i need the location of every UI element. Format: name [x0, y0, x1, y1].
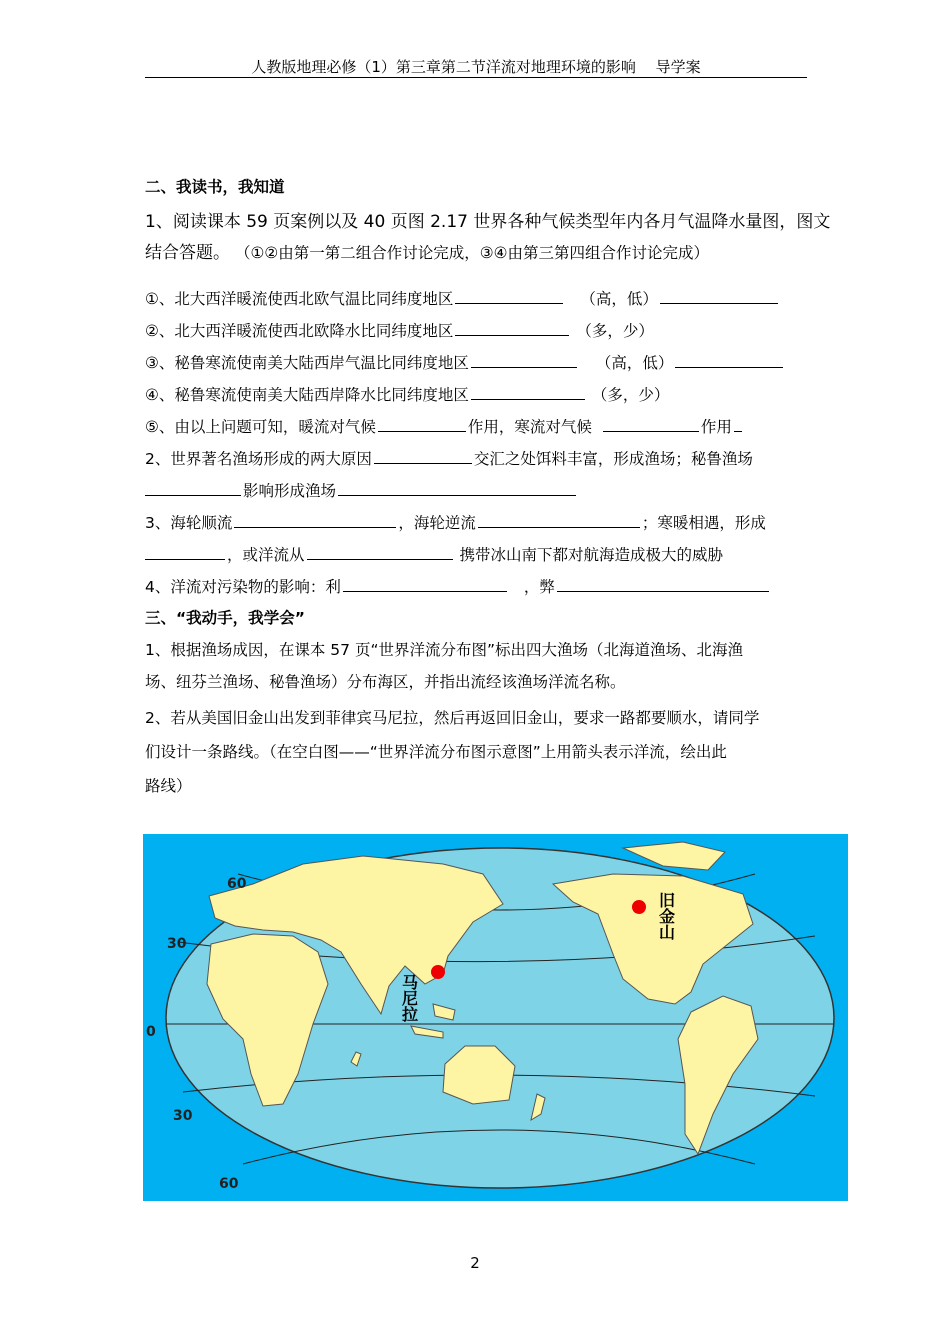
- q3-line1: [145, 511, 766, 533]
- item-3-text: ③、秘鲁寒流使南美大陆西岸气温比同纬度地区: [145, 354, 469, 372]
- section2-heading: 二、我读书，我知道: [145, 178, 285, 196]
- q3-d: ，或洋流从: [227, 546, 305, 564]
- s3-p2-line2: 们设计一条路线。（在空白图——“世界洋流分布图示意图”上用箭头表示洋流，绘出此: [145, 743, 727, 761]
- blank[interactable]: [307, 545, 453, 560]
- q2-a: 2、世界著名渔场形成的两大原因: [145, 450, 372, 468]
- q1-line2: [145, 238, 709, 263]
- san-francisco-marker: [632, 900, 646, 914]
- item-1-hint: （高，低）: [580, 290, 658, 308]
- item-4: [145, 383, 669, 405]
- blank[interactable]: [660, 289, 778, 304]
- item-3: [145, 351, 785, 373]
- page-number: 2: [470, 1254, 480, 1272]
- blank[interactable]: [145, 481, 241, 496]
- item-3-hint: （高，低）: [595, 354, 674, 372]
- q2-c: 影响形成渔场: [243, 482, 337, 500]
- q1-line2-a: 结合答题。: [145, 243, 230, 263]
- lat-label-30n: 30: [167, 936, 187, 952]
- item-2: [145, 319, 654, 341]
- blank[interactable]: [675, 353, 783, 368]
- blank[interactable]: [478, 513, 640, 528]
- q1-line2-b: （①②由第一第二组合作讨论完成，③④由第三第四组合作讨论完成）: [234, 244, 710, 262]
- blank[interactable]: [378, 417, 466, 432]
- q3-e: 携带冰山南下都对航海造成极大的威胁: [459, 546, 723, 564]
- item-1-text: ①、北大西洋暖流使西北欧气温比同纬度地区: [145, 290, 454, 308]
- item-5-a: ⑤、由以上问题可知，暖流对气候: [145, 418, 376, 436]
- item-4-text: ④、秘鲁寒流使南美大陆西岸降水比同纬度地区: [145, 386, 469, 404]
- q4-b: ，弊: [523, 578, 555, 596]
- item-5: [145, 415, 744, 437]
- lat-label-30s: 30: [173, 1108, 193, 1124]
- blank[interactable]: [455, 321, 569, 336]
- lat-label-0: 0: [146, 1024, 156, 1040]
- item-5-c: 作用: [700, 418, 732, 436]
- page-header: 人教版地理必修（1）第三章第二节洋流对地理环境的影响 导学案: [251, 58, 701, 76]
- item-1: [145, 287, 780, 309]
- q4-a: 4、洋流对污染物的影响：利: [145, 578, 341, 596]
- blank[interactable]: [557, 577, 769, 592]
- item-2-hint: （多，少）: [576, 322, 654, 340]
- s3-p1-line2: 场、纽芬兰渔场、秘鲁渔场）分布海区，并指出流经该渔场洋流名称。: [145, 673, 626, 691]
- q3-b: ，海轮逆流: [398, 514, 476, 532]
- blank[interactable]: [338, 481, 576, 496]
- s3-p1-line1: 1、根据渔场成因，在课本 57 页“世界洋流分布图”标出四大渔场（北海道渔场、北海渔: [145, 641, 744, 659]
- blank[interactable]: [145, 545, 225, 560]
- q3-c: ；寒暖相遇，形成: [641, 514, 766, 532]
- blank[interactable]: [343, 577, 507, 592]
- q2-line1: [145, 447, 753, 469]
- world-ocean-current-map: [143, 834, 848, 1201]
- q2-b: 交汇之处饵料丰富，形成渔场；秘鲁渔场: [473, 450, 753, 468]
- s3-p2-line3: 路线）: [145, 777, 192, 795]
- blank[interactable]: [455, 289, 563, 304]
- lat-label-60s: 60: [219, 1176, 239, 1192]
- manila-label: 马尼拉: [399, 974, 419, 1022]
- q2-line2: [145, 479, 578, 501]
- blank[interactable]: [471, 385, 585, 400]
- lat-label-60n: 60: [227, 876, 247, 892]
- header-rule: [145, 77, 807, 78]
- blank[interactable]: [374, 449, 472, 464]
- q1-line1: 1、阅读课本 59 页案例以及 40 页图 2.17 世界各种气候类型年内各月气温降水量图，图文: [145, 212, 831, 232]
- s3-p2-line1: 2、若从美国旧金山出发到菲律宾马尼拉，然后再返回旧金山，要求一路都要顺水，请同学: [145, 709, 760, 727]
- item-2-text: ②、北大西洋暖流使西北欧降水比同纬度地区: [145, 322, 454, 340]
- q3-a: 3、海轮顺流: [145, 514, 233, 532]
- q3-line2: [145, 543, 723, 565]
- blank[interactable]: [234, 513, 396, 528]
- manila-marker: [431, 965, 445, 979]
- q4-line: [145, 575, 771, 597]
- item-4-hint: （多，少）: [591, 386, 670, 404]
- san-francisco-label: 旧金山: [656, 892, 676, 940]
- blank[interactable]: [603, 417, 699, 432]
- blank[interactable]: [471, 353, 577, 368]
- blank[interactable]: [734, 417, 742, 432]
- section3-heading: 三、“我动手，我学会”: [145, 609, 305, 627]
- item-5-b: 作用，寒流对气候: [467, 418, 592, 436]
